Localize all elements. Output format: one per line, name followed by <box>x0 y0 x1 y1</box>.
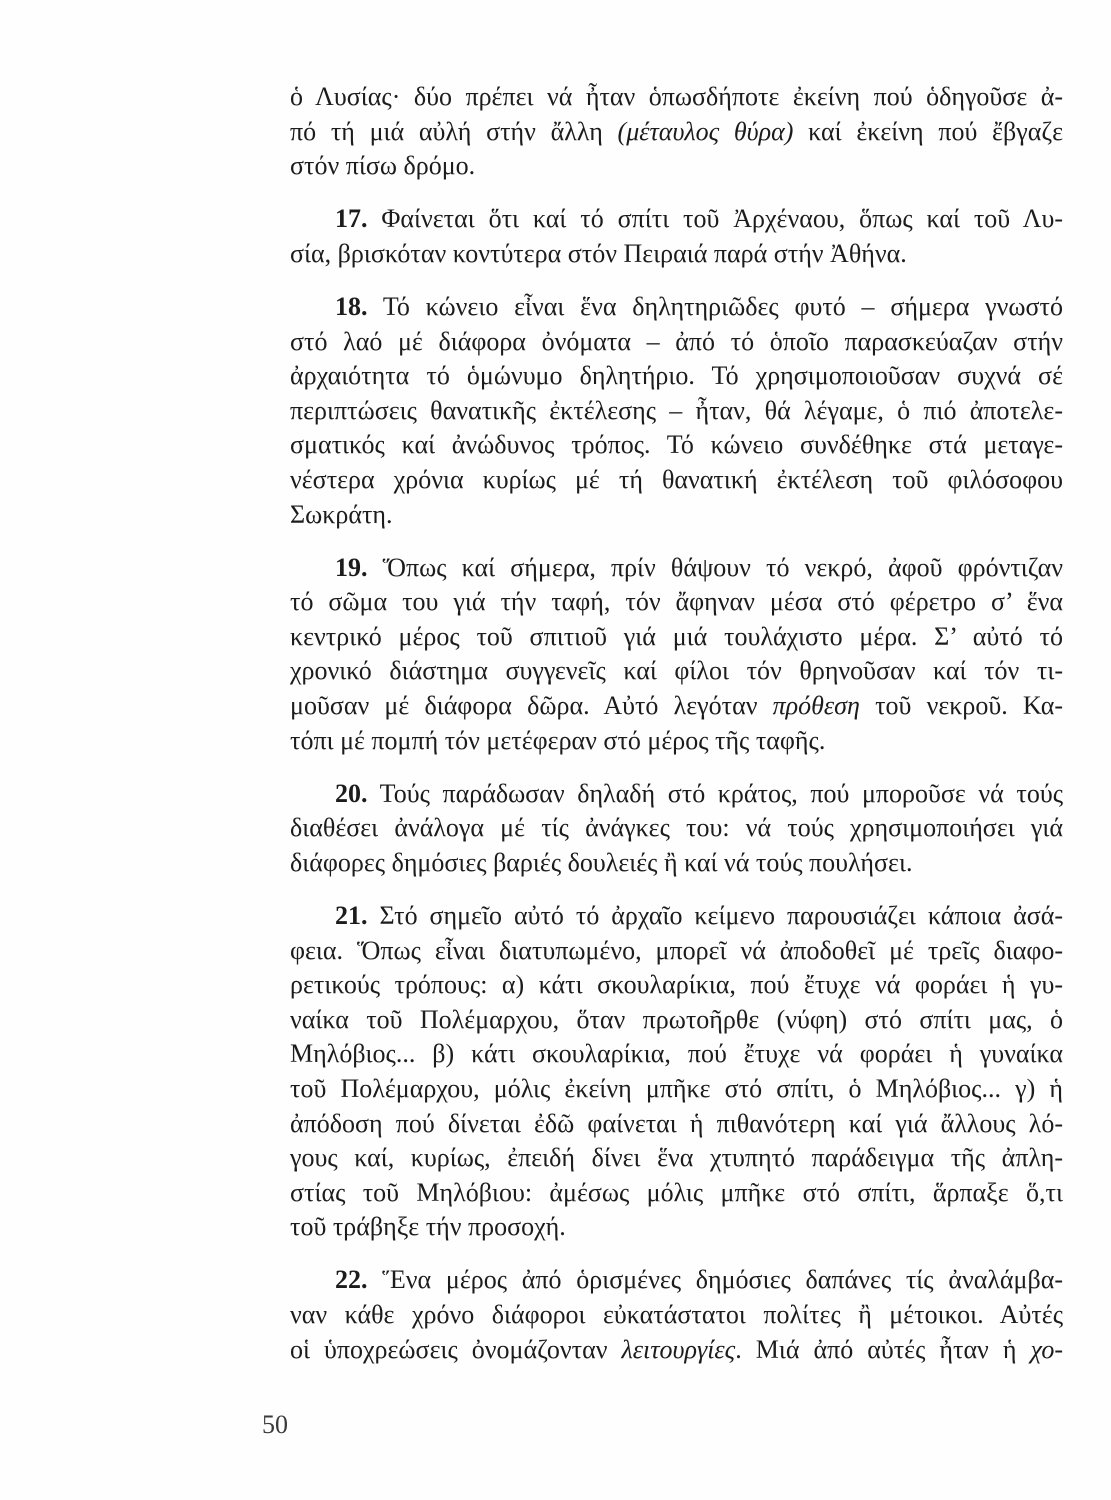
page-number: 50 <box>262 1410 288 1439</box>
text-line <box>290 551 1063 586</box>
line-text: οἱ ὑποχρεώσεις ὀνομάζονταν <box>290 1334 622 1364</box>
line-text: ναίκα τοῦ Πολέμαρχου, ὅταν πρωτοῆρθε (νύφη) στό σπίτι μας, ὁ <box>290 1004 1063 1034</box>
text-line <box>290 777 1063 812</box>
note-17 <box>290 202 1063 271</box>
text-line <box>290 1003 1063 1038</box>
line-text: τό σῶμα του γιά τήν ταφή, τόν ἄφηναν μέσα στό φέρετρο σ’ ἕνα <box>290 587 1063 617</box>
italic-term: (μέταυλος θύρα) <box>617 116 794 146</box>
note-number: 19. <box>335 552 368 582</box>
text-line <box>290 1298 1063 1333</box>
text-line <box>290 1072 1063 1107</box>
text-line <box>290 1176 1063 1211</box>
line-text: νέστερα χρόνια κυρίως μέ τή θανατική ἐκτέλεση τοῦ φιλόσοφου <box>290 464 1063 494</box>
note-number: 21. <box>335 900 368 930</box>
text-line <box>290 1037 1063 1072</box>
line-text: Τό κώνειο εἶναι ἕνα δηλητηριῶδες φυτό – σήμερα γνωστό <box>382 291 1063 321</box>
text-line <box>290 620 1063 655</box>
text-line <box>290 237 1063 272</box>
text-line <box>290 149 1063 184</box>
line-text: διάφορες δημόσιες βαριές δουλειές ἢ καί νά τούς πουλήσει. <box>290 847 913 877</box>
line-text: γους καί, κυρίως, ἐπειδή δίνει ἕνα χτυπητό παράδειγμα τῆς ἀπλη- <box>290 1143 1063 1173</box>
text-line <box>290 498 1063 533</box>
text-line <box>290 80 1063 115</box>
text-line <box>290 1141 1063 1176</box>
text-line <box>290 934 1063 969</box>
line-text: ὁ Λυσίας· δύο πρέπει νά ἦταν ὁπωσδήποτε ἐκείνη πού ὁδηγοῦσε ἀ- <box>290 82 1063 111</box>
line-text: ἀρχαιότητα τό ὁμώνυμο δηλητήριο. Τό χρησιμοποιοῦσαν συχνά σέ <box>290 361 1063 391</box>
text-line <box>290 811 1063 846</box>
italic-term: λειτουργίες <box>621 1334 736 1364</box>
text-line <box>290 1263 1063 1298</box>
text-line <box>290 1333 1063 1368</box>
italic-term: πρόθεση <box>772 691 860 720</box>
line-text: φεια. Ὅπως εἶναι διατυπωμένο, μπορεῖ νά ἀποδοθεῖ μέ τρεῖς διαφο- <box>290 935 1063 965</box>
line-text: τοῦ Πολέμαρχου, μόλις ἐκείνη μπῆκε στό σπίτι, ὁ Μηλόβιος... γ) ἡ <box>290 1073 1063 1103</box>
note-19 <box>290 551 1063 759</box>
line-text: τοῦ τράβηξε τήν προσοχή. <box>290 1212 566 1242</box>
text-line <box>290 1210 1063 1245</box>
line-text: χρονικό διάστημα συγγενεῖς καί φίλοι τόν θρηνοῦσαν καί τόν τι- <box>290 656 1063 686</box>
line-text: Μηλόβιος... β) κάτι σκουλαρίκια, πού ἔτυχε νά φοράει ἡ γυναίκα <box>290 1039 1063 1069</box>
line-text: πό τή μιά αὐλή στήν ἄλλη <box>290 116 618 146</box>
text-line <box>290 115 1063 150</box>
line-text: κεντρικό μέρος τοῦ σπιτιοῦ γιά μιά τουλάχιστο μέρα. Σ’ αὐτό τό <box>290 621 1063 651</box>
text-line <box>290 724 1063 759</box>
line-text: καί ἐκείνη πού ἔβγαζε <box>793 116 1063 146</box>
line-text: τοῦ νεκροῦ. Κα- <box>859 691 1063 720</box>
line-text: . Μιά ἀπό αὐτές ἦταν ἡ <box>735 1334 1031 1364</box>
line-text: μοῦσαν μέ διάφορα δῶρα. Αὐτό λεγόταν <box>290 691 773 720</box>
continued-note-paragraph <box>290 80 1063 184</box>
note-18 <box>290 290 1063 532</box>
line-text: Στό σημεῖο αὐτό τό ἀρχαῖο κείμενο παρουσιάζει κάποια ἀσά- <box>379 900 1064 930</box>
line-text: Φαίνεται ὅτι καί τό σπίτι τοῦ Ἀρχέναου, ὅπως καί τοῦ Λυ- <box>381 204 1063 234</box>
text-line <box>290 846 1063 881</box>
line-text: ναν κάθε χρόνο διάφοροι εὐκατάστατοι πολίτες ἢ μέτοικοι. Αὐτές <box>290 1300 1063 1329</box>
line-text: σία, βρισκόταν κοντύτερα στόν Πειραιά παρά στήν Ἀθήνα. <box>290 238 907 268</box>
line-text: στόν πίσω δρόμο. <box>290 151 476 181</box>
text-line <box>290 428 1063 463</box>
note-number: 22. <box>335 1265 368 1295</box>
line-text: ρετικούς τρόπους: α) κάτι σκουλαρίκια, πού ἔτυχε νά φοράει ἡ γυ- <box>290 970 1063 1000</box>
line-text: σματικός καί ἀνώδυνος τρόπος. Τό κώνειο συνδέθηκε στά μεταγε- <box>290 430 1063 460</box>
note-number: 20. <box>335 778 368 808</box>
text-line <box>290 899 1063 934</box>
line-text: περιπτώσεις θανατικῆς ἐκτέλεσης – ἦταν, θά λέγαμε, ὁ πιό ἀποτελε- <box>290 395 1063 425</box>
note-number: 17. <box>335 204 368 234</box>
text-line <box>290 325 1063 360</box>
italic-term: χο- <box>1030 1334 1063 1364</box>
text-line <box>290 463 1063 498</box>
note-20 <box>290 777 1063 881</box>
notes-text-block <box>290 80 1063 1367</box>
line-text: τόπι μέ πομπή τόν μετέφεραν στό μέρος τῆς ταφῆς. <box>290 725 826 755</box>
text-line <box>290 585 1063 620</box>
text-line <box>290 359 1063 394</box>
text-line <box>290 202 1063 237</box>
note-21 <box>290 899 1063 1245</box>
line-text: Ἕνα μέρος ἀπό ὁρισμένες δημόσιες δαπάνες τίς ἀναλάμβα- <box>382 1265 1064 1295</box>
text-line <box>290 968 1063 1003</box>
line-text: ἀπόδοση πού δίνεται ἐδῶ φαίνεται ἡ πιθανότερη καί γιά ἄλλους λό- <box>290 1108 1063 1138</box>
note-number: 18. <box>335 291 368 321</box>
line-text: στό λαό μέ διάφορα ὀνόματα – ἀπό τό ὁποῖο παρασκεύαζαν στήν <box>290 326 1063 356</box>
text-line <box>290 1107 1063 1142</box>
note-22 <box>290 1263 1063 1367</box>
text-line <box>290 394 1063 429</box>
line-text: Ὅπως καί σήμερα, πρίν θάψουν τό νεκρό, ἀφοῦ φρόντιζαν <box>382 552 1063 582</box>
line-text: Σωκράτη. <box>290 499 393 529</box>
line-text: διαθέσει ἀνάλογα μέ τίς ἀνάγκες του: νά τούς χρησιμοποιήσει γιά <box>290 813 1063 843</box>
line-text: Τούς παράδωσαν δηλαδή στό κράτος, πού μποροῦσε νά τούς <box>379 778 1063 808</box>
text-line <box>290 290 1063 325</box>
text-line <box>290 689 1063 724</box>
text-line <box>290 654 1063 689</box>
line-text: στίας τοῦ Μηλόβιου: ἀμέσως μόλις μπῆκε στό σπίτι, ἅρπαξε ὅ,τι <box>290 1177 1063 1207</box>
